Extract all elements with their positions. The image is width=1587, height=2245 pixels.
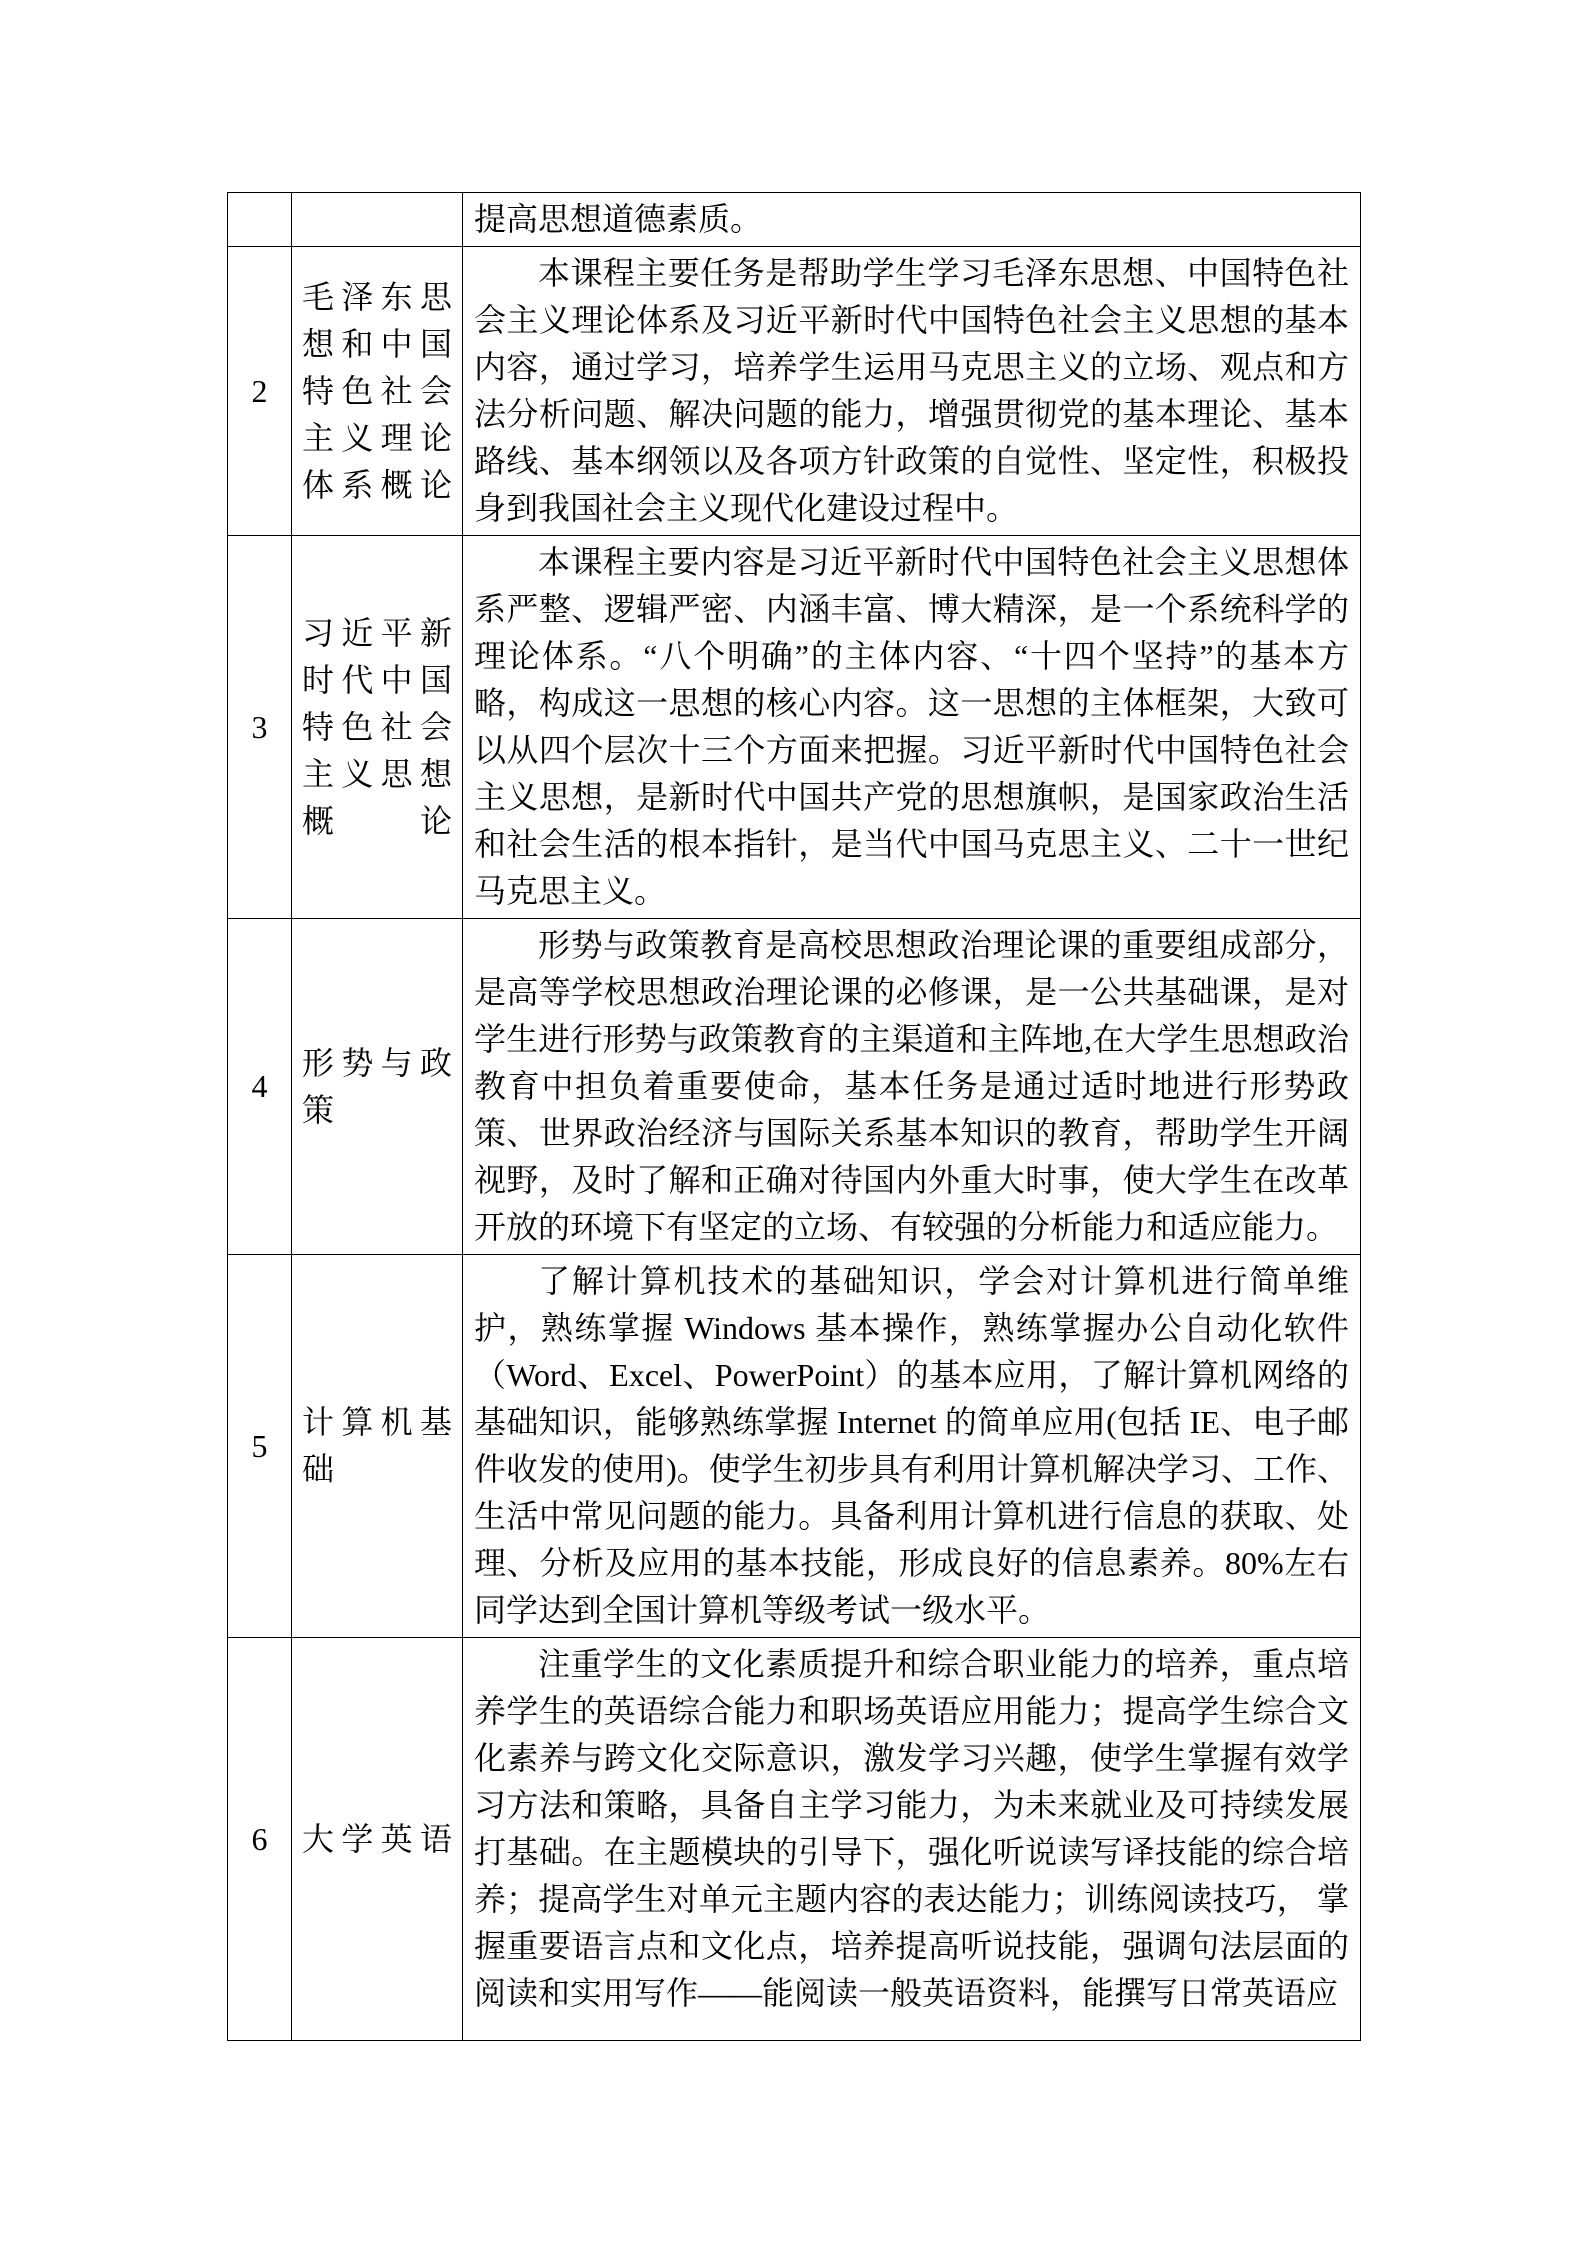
course-desc-cell — [463, 536, 1361, 919]
course-desc-cell — [463, 1638, 1361, 2041]
course-desc-text: 注重学生的文化素质提升和综合职业能力的培养，重点培养学生的英语综合能力和职场英语应用能力；提高学生综合文化素养与跨文化交际意识，激发学习兴趣，使学生掌握有效学习方法和策略，具备自主学习能力，为未来就业及可持续发展打基础。在主题模块的引导下，强化听说读写译技能的综合培养；提高学生对单元主题内容的表达能力；训练阅读技巧， 掌握重要语言点和文化点，培养提高听说技能，强调句法层面的阅读和实用写作——能阅读一般英语资料，能撰写日常英语应 — [474, 1646, 1349, 2011]
row-number-cell: 3 — [228, 536, 292, 919]
course-desc-cell — [463, 247, 1361, 536]
table-row — [228, 919, 1361, 1255]
course-name-cell: 计算机基础 — [292, 1255, 463, 1638]
table-row — [228, 1255, 1361, 1638]
course-desc-text: 了解计算机技术的基础知识，学会对计算机进行简单维护，熟练掌握 Windows 基本操作，熟练掌握办公自动化软件（Word、Excel、PowerPoint）的基本应用，了解计算机网络的基础知识，能够熟练掌握 Internet 的简单应用(包括 IE、电子邮件收发的使用)。使学生初步具有利用计算机解决学习、工作、生活中常见问题的能力。具备利用计算机进行信息的获取、处理、分析及应用的基本技能，形成良好的信息素养。80%左右同学达到全国计算机等级考试一级水平。 — [474, 1263, 1349, 1628]
table-row — [228, 247, 1361, 536]
course-desc-cell — [463, 193, 1361, 247]
course-name-cell — [292, 193, 463, 247]
row-number-cell: 5 — [228, 1255, 292, 1638]
course-desc-text: 提高思想道德素质。 — [474, 201, 763, 237]
course-desc-text: 本课程主要任务是帮助学生学习毛泽东思想、中国特色社会主义理论体系及习近平新时代中国特色社会主义思想的基本内容，通过学习，培养学生运用马克思主义的立场、观点和方法分析问题、解决问题的能力，增强贯彻党的基本理论、基本路线、基本纲领以及各项方针政策的自觉性、坚定性，积极投身到我国社会主义现代化建设过程中。 — [474, 255, 1349, 526]
table-row-continuation — [228, 193, 1361, 247]
table-row — [228, 536, 1361, 919]
course-desc-cell — [463, 919, 1361, 1255]
row-number-cell: 4 — [228, 919, 292, 1255]
row-number-cell: 2 — [228, 247, 292, 536]
course-name-cell: 大学英语 — [292, 1638, 463, 2041]
course-desc-cell — [463, 1255, 1361, 1638]
course-description-table — [227, 192, 1361, 2041]
course-name-cell: 习近平新时代中国特色社会主义思想概论 — [292, 536, 463, 919]
course-desc-text: 形势与政策教育是高校思想政治理论课的重要组成部分，是高等学校思想政治理论课的必修课，是一公共基础课，是对学生进行形势与政策教育的主渠道和主阵地,在大学生思想政治教育中担负着重要使命，基本任务是通过适时地进行形势政策、世界政治经济与国际关系基本知识的教育，帮助学生开阔视野，及时了解和正确对待国内外重大时事，使大学生在改革开放的环境下有坚定的立场、有较强的分析能力和适应能力。 — [474, 927, 1349, 1245]
course-desc-text: 本课程主要内容是习近平新时代中国特色社会主义思想体系严整、逻辑严密、内涵丰富、博大精深，是一个系统科学的理论体系。“八个明确”的主体内容、“十四个坚持”的基本方略，构成这一思想的核心内容。这一思想的主体框架，大致可以从四个层次十三个方面来把握。习近平新时代中国特色社会主义思想，是新时代中国共产党的思想旗帜，是国家政治生活和社会生活的根本指针，是当代中国马克思主义、二十一世纪马克思主义。 — [474, 544, 1349, 909]
row-number-cell: 6 — [228, 1638, 292, 2041]
course-name-cell: 形势与政策 — [292, 919, 463, 1255]
row-number-cell — [228, 193, 292, 247]
table-row — [228, 1638, 1361, 2041]
course-name-cell: 毛泽东思想和中国特色社会主义理论体系概论 — [292, 247, 463, 536]
